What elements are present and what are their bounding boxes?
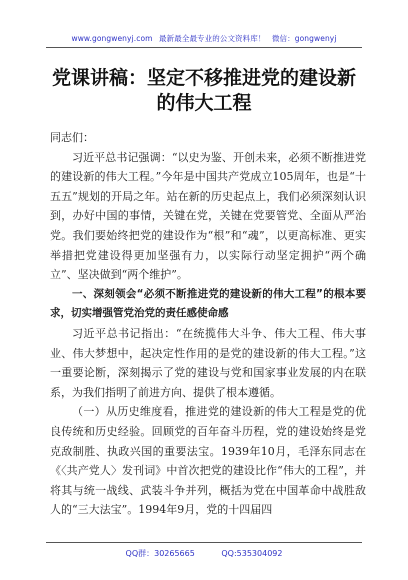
salutation: 同志们： xyxy=(50,131,94,144)
section-heading-1: 一、深刻领会“必须不断推进党的建设新的伟大工程”的根本要求，切实增强管党治党的责任感使命感 xyxy=(50,287,366,320)
site-tagline: 最新最全最专业的公文资料库！ xyxy=(159,34,266,43)
paragraph-quote: 习近平总书记指出：“在统揽伟大斗争、伟大工程、伟大事业、伟大梦想中，起决定性作用的是党的建设新的伟大工程。”这一重要论断，深刻揭示了党的建设与党和国家事业发展的内在联系，为我们指明了前进方向、提供了根本遵循。 xyxy=(50,326,366,399)
qq-number: QQ:535304092 xyxy=(221,549,283,558)
page-header xyxy=(0,33,408,44)
paragraph-history: （一）从历史维度看，推进党的建设新的伟大工程是党的优良传统和历史经验。回顾党的百年奋斗历程，党的建设始终是党克敌制胜、执政兴国的重要法宝。1939年10月，毛泽东同志在《〈共产党人〉发刊词》中首次把党的建设比作“伟大的工程”，并将其与统一战线、武装斗争并列，概括为党在中国革命中战胜敌人的“三大法宝”。1994年9月，党的十四届四 xyxy=(50,405,366,517)
document-body xyxy=(50,128,366,520)
wechat-id: 微信：gongwenyj xyxy=(271,34,337,43)
paragraph-intro: 习近平总书记强调：“以史为鉴、开创未来，必须不断推进党的建设新的伟大工程。”今年是中国共产党成立105周年，也是“十五五”规划的开局之年。站在新的历史起点上，我们必须深刻认识到，办好中国的事情，关键在党，关键在党要管党、全面从严治党。我们要始终把党的建设作为“根”和“魂”，以更高标准、更实举措把党建设得更加坚强有力，以实际行动坚定拥护“两个确立”、坚决做到“两个维护”。 xyxy=(50,150,366,282)
site-url: www.gongwenyj.com xyxy=(71,34,153,43)
footer-rule xyxy=(46,542,362,543)
qq-group: QQ群：30265665 xyxy=(125,549,195,558)
page-footer xyxy=(0,548,408,559)
header-rule xyxy=(46,47,362,48)
document-title: 党课讲稿：坚定不移推进党的建设新的伟大工程 xyxy=(51,67,356,114)
